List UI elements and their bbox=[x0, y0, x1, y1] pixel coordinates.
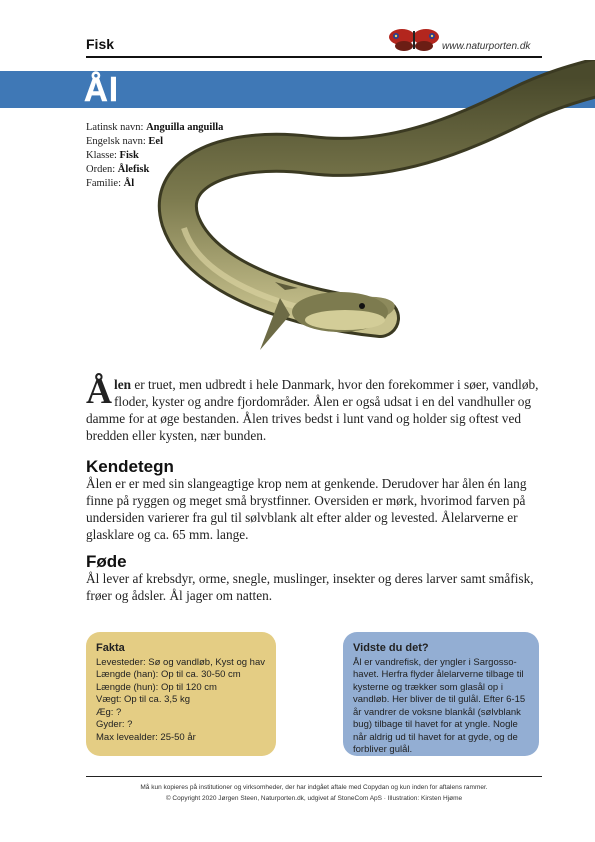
kendetegn-text: Ålen er er med sin slangeagtige krop nem at genkende. Derudover har ålen én lang finne på ryggen og meget små brystfinner. Oversiden er mørk, hvorimod farven på undersiden varierer fra gul til sølvblank alt efter alder og levested. Ålelarverne er glasklare og ca. 65 mm. lange. bbox=[86, 476, 527, 542]
footer-license: Må kun kopieres på institutioner og virksomheder, der har indgået aftale med Copydan og kun inden for aftalens rammer. bbox=[140, 784, 488, 791]
butterfly-icon bbox=[386, 28, 442, 52]
fakta-line: Levesteder: Sø og vandløb, Kyst og hav bbox=[96, 656, 265, 668]
footer-divider bbox=[86, 776, 542, 777]
fakta-line: Æg: ? bbox=[96, 706, 122, 718]
info-english: Engelsk navn: Eel bbox=[86, 136, 163, 147]
eel-illustration bbox=[140, 60, 595, 370]
category-label: Fisk bbox=[86, 36, 115, 52]
page-title: Ål bbox=[84, 71, 119, 108]
info-class: Klasse: Fisk bbox=[86, 150, 139, 161]
fakta-line: Vægt: Op til ca. 3,5 kg bbox=[96, 694, 190, 705]
foede-heading: Føde bbox=[86, 552, 127, 571]
kendetegn-heading: Kendetegn bbox=[86, 457, 174, 476]
vidste-text: Ål er vandrefisk, der yngler i Sargosso-havet. Herfra flyder ålelarverne tilbage til kysterne og trækker som glasål op i vandløb. Her bliver de til gulål. Efter 6-15 år vandrer de voksne blankål (sølvblank bug) tilbage til havet for at yngle. Nogle når aldrig ud til havet for at gyde, og de forbliver gulål. bbox=[353, 656, 526, 755]
vidste-title: Vidste du det? bbox=[353, 642, 429, 654]
foede-text: Ål lever af krebsdyr, orme, snegle, muslinger, insekter og deres larver samt småfisk, frøer og ådsler. Ål jager om natten. bbox=[86, 571, 534, 603]
site-url[interactable]: www.naturporten.dk bbox=[442, 41, 531, 52]
header-divider bbox=[86, 56, 542, 58]
info-order: Orden: Ålefisk bbox=[86, 164, 150, 175]
info-latin: Latinsk navn: Anguilla anguilla bbox=[86, 122, 224, 133]
site-logo[interactable] bbox=[386, 28, 556, 52]
dropcap: Å bbox=[86, 371, 112, 411]
fakta-line: Længde (hun): Op til 120 cm bbox=[96, 681, 217, 693]
fakta-title: Fakta bbox=[96, 642, 125, 654]
species-info bbox=[86, 121, 223, 191]
vidste-box bbox=[343, 632, 539, 756]
fakta-line: Længde (han): Op til ca. 30-50 cm bbox=[96, 669, 241, 680]
footer-copyright: © Copyright 2020 Jørgen Steen, Naturporten.dk, udgivet af StoneCom ApS · Illustration: Kirsten Hjøme bbox=[165, 795, 463, 802]
intro-paragraph: Ålen er truet, men udbredt i hele Danmark, hvor den forekommer i søer, vandløb, floder, kyster og andre fjordområder. Ålen er også udsat i en del vandhuller og damme for at øge bestanden. Ålen trives bedst i lunt vand og holder sig oftest ved bredden eller kysten, nær bunden. bbox=[86, 371, 539, 443]
info-family: Familie: Ål bbox=[86, 178, 135, 189]
fakta-line: Max levealder: 25-50 år bbox=[96, 731, 196, 743]
fakta-line: Gyder: ? bbox=[96, 719, 133, 730]
fakta-box bbox=[86, 632, 276, 756]
